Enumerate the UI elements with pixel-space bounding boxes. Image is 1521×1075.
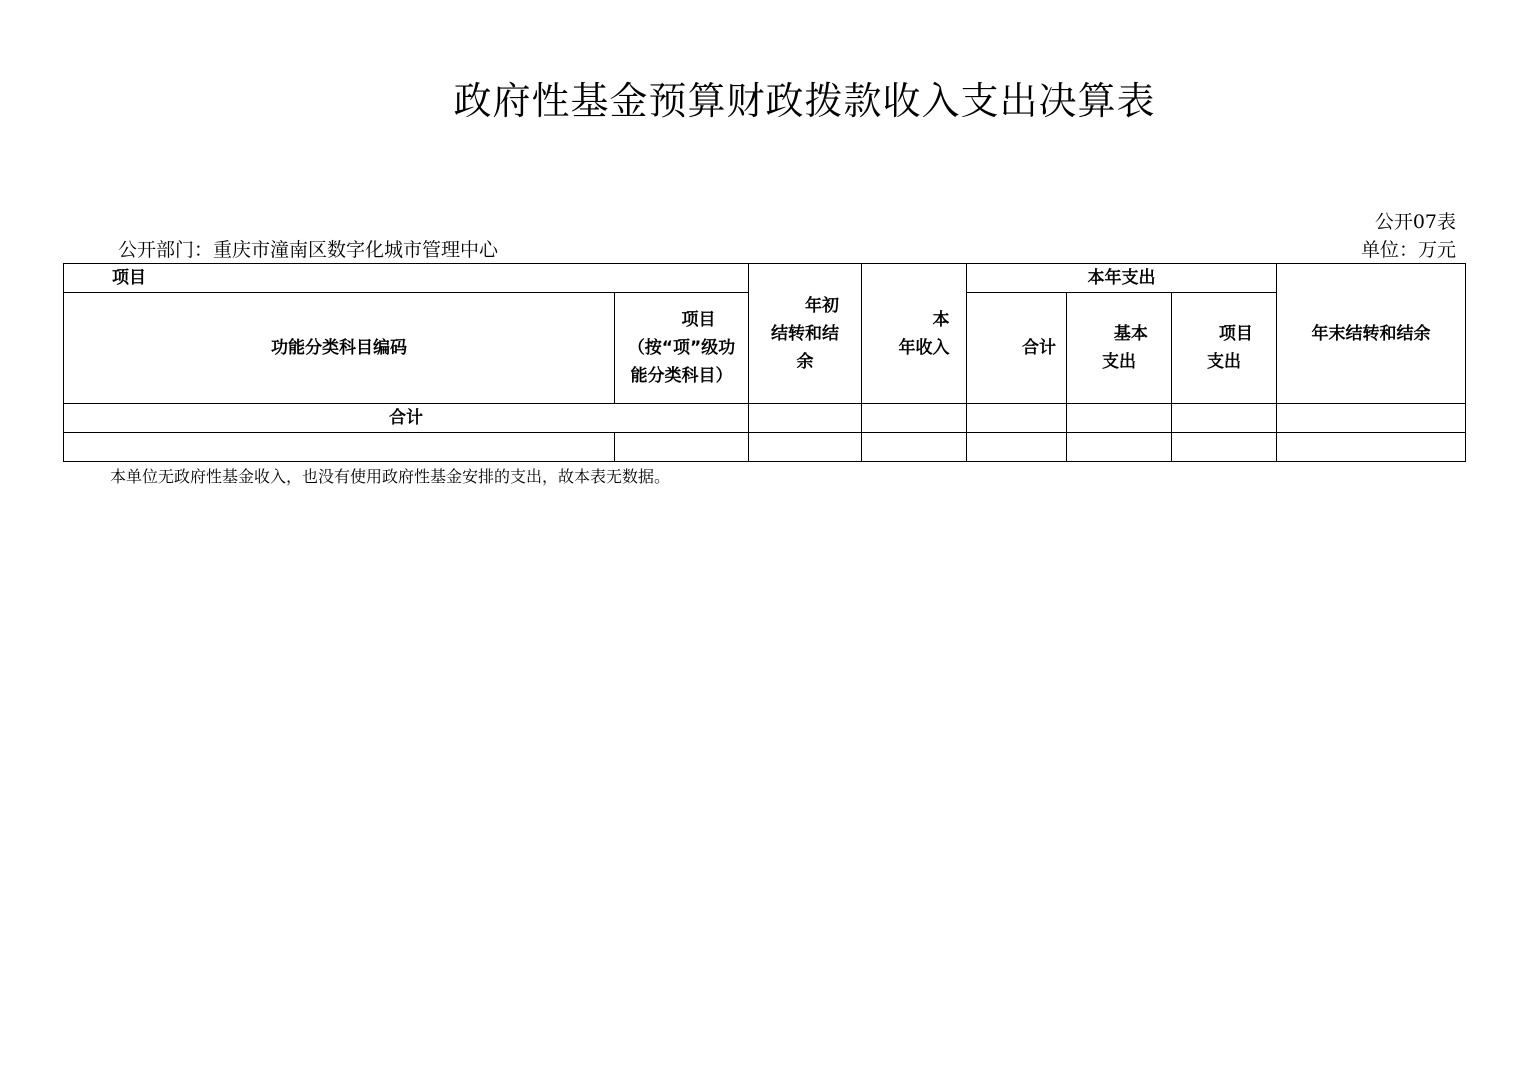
header-income-text: 本年收入 xyxy=(898,309,950,358)
header-item-name xyxy=(615,293,749,404)
total-row xyxy=(64,404,1466,433)
table-cell xyxy=(749,433,862,462)
header-exp-total: 合计 xyxy=(967,293,1067,404)
table-cell xyxy=(1172,404,1277,433)
department-label: 公开部门：重庆市潼南区数字化城市管理中心 xyxy=(118,239,499,261)
table-cell xyxy=(1067,433,1172,462)
header-end-balance xyxy=(1277,264,1466,404)
unit-label: 单位：万元 xyxy=(1360,239,1456,261)
budget-table xyxy=(63,263,1466,462)
header-begin-balance-text: 年初结转和结余 xyxy=(771,295,839,372)
table-cell xyxy=(862,433,967,462)
footnote: 本单位无政府性基金收入，也没有使用政府性基金安排的支出，故本表无数据。 xyxy=(110,467,671,486)
header-item-name-text: 项目（按“项”级功能分类科目） xyxy=(627,310,736,386)
table-cell xyxy=(967,433,1067,462)
header-end-balance-text: 年末结转和结余 xyxy=(1311,323,1431,344)
table-cell xyxy=(749,404,862,433)
table-cell xyxy=(967,404,1067,433)
header-exp-basic xyxy=(1067,293,1172,404)
table-cell xyxy=(1172,433,1277,462)
table-cell xyxy=(1067,404,1172,433)
header-begin-balance xyxy=(749,264,862,404)
total-label: 合计 xyxy=(64,404,749,433)
header-exp-project xyxy=(1172,293,1277,404)
header-exp-project-text: 项目支出 xyxy=(1207,324,1253,372)
form-number: 公开07表 xyxy=(1374,211,1456,233)
header-income xyxy=(862,264,967,404)
header-exp-basic-text: 基本支出 xyxy=(1102,324,1148,372)
table-row xyxy=(64,433,1466,462)
table-cell xyxy=(615,433,749,462)
page-title: 政府性基金预算财政拨款收入支出决算表 xyxy=(453,79,1156,123)
header-expense-group: 本年支出 xyxy=(967,264,1277,293)
table-cell xyxy=(1277,404,1466,433)
table-cell xyxy=(64,433,615,462)
table-cell xyxy=(862,404,967,433)
table-cell xyxy=(1277,433,1466,462)
header-code: 功能分类科目编码 xyxy=(64,293,615,404)
header-item: 项目 xyxy=(64,264,749,293)
